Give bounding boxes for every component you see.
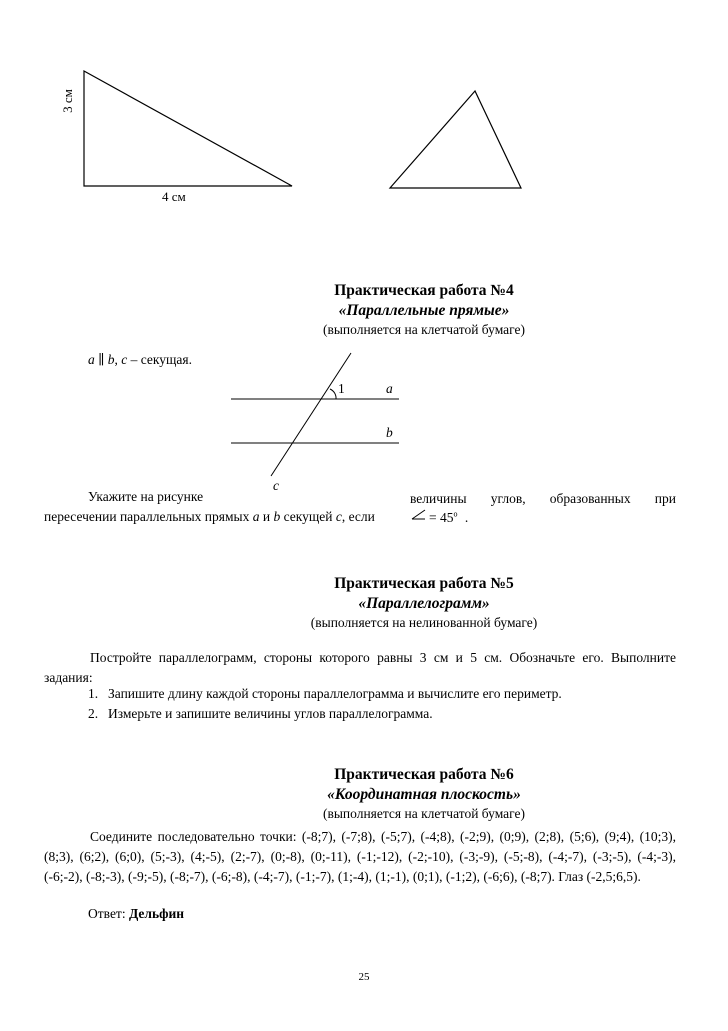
given-separator: ,	[114, 352, 122, 367]
work4-task-part2: величины углов, образованных при	[410, 491, 676, 506]
work6-title: Практическая работа №6	[334, 766, 514, 783]
work5-intro-text: Постройте параллелограмм, стороны которого равны 3 см и 5 см. Обозначьте его. Выполните задания:	[44, 650, 676, 685]
angle-1-arc	[330, 389, 336, 399]
work4-subtitle: «Параллельные прямые»	[338, 302, 510, 319]
acute-triangle	[390, 91, 521, 188]
item-text: Запишите длину каждой стороны параллелограмма и вычислите его периметр.	[108, 686, 562, 701]
task-a: a	[252, 509, 260, 524]
work5-item-2	[88, 706, 433, 722]
triangle-base-label: 4 см	[162, 189, 186, 204]
work4-given	[88, 352, 192, 368]
angle-1-label: 1	[338, 381, 345, 396]
task-line2-prefix: пересечении параллельных прямых	[44, 509, 253, 524]
work4-title: Практическая работа №4	[334, 282, 514, 299]
condition-end: .	[464, 509, 469, 525]
work4-condition	[429, 509, 468, 526]
work5-note: (выполняется на нелинованной бумаге)	[310, 615, 538, 630]
work6-task	[44, 827, 676, 887]
right-triangle	[84, 71, 292, 186]
work6-answer	[88, 906, 184, 922]
work5-subtitle: «Параллелограмм»	[358, 595, 490, 612]
task-b: b	[273, 509, 281, 524]
work4-note: (выполняется на клетчатой бумаге)	[322, 322, 526, 337]
page-number: 25	[358, 971, 370, 983]
secant-line-c	[271, 353, 351, 476]
condition-visible: = $45^o$	[429, 509, 458, 525]
given-c: c	[121, 352, 128, 367]
work4-task-line2	[44, 509, 375, 525]
answer-value: Дельфин	[128, 906, 185, 921]
item-text: Измерьте и запишите величины углов параллелограмма.	[108, 706, 433, 721]
work4-task-part2-line1	[410, 489, 676, 509]
work4-task-part1: Укажите на рисунке	[88, 489, 204, 504]
work5-intro	[44, 648, 676, 688]
work6-task-text: Соедините последовательно точки: (-8;7), (-7;8), (-5;7), (-4;8), (-2;9), (0;9), (2;8), (5;6), (9;4), (10;3), (8;3), (6;2), (6;0), (5;-3), (4;-5), (2;-7), (0;-8), (0;-11), (-1;-12), (-2;-10), (-3;-9), (-5;-8), (-4;-7), (-3;-5), (-4;-3), (-6;-2), (-8;-3), (-9;-5), (-8;-7), (-6;-8), (-4;-7), (-1;-7), (1;-4), (1;-1), (0;1), (-1;2), (-6;6), (-8;7). Глаз (-2,5;6,5).	[44, 829, 676, 884]
line-b-label: b	[386, 425, 393, 440]
line-a-label: a	[386, 381, 393, 396]
given-a: a	[88, 352, 95, 367]
given-rest: – секущая.	[127, 352, 192, 367]
item-number: 2.	[88, 706, 99, 721]
work5-title: Практическая работа №5	[334, 575, 514, 592]
task-c: c	[335, 509, 342, 524]
work6-note: (выполняется на клетчатой бумаге)	[322, 806, 526, 821]
angle-symbol	[412, 510, 425, 519]
given-parallel-sign: ∥	[94, 352, 108, 367]
triangle-height-label: 3 см	[60, 89, 75, 113]
work5-item-1	[88, 686, 562, 702]
task-if: , если	[341, 509, 375, 524]
work6-subtitle: «Координатная плоскость»	[327, 786, 521, 803]
secant-c-label: c	[273, 478, 279, 493]
given-b: b	[107, 352, 115, 367]
task-and: и	[259, 509, 274, 524]
task-secant: секущей	[280, 509, 336, 524]
item-number: 1.	[88, 686, 99, 701]
answer-label: Ответ:	[88, 906, 126, 921]
